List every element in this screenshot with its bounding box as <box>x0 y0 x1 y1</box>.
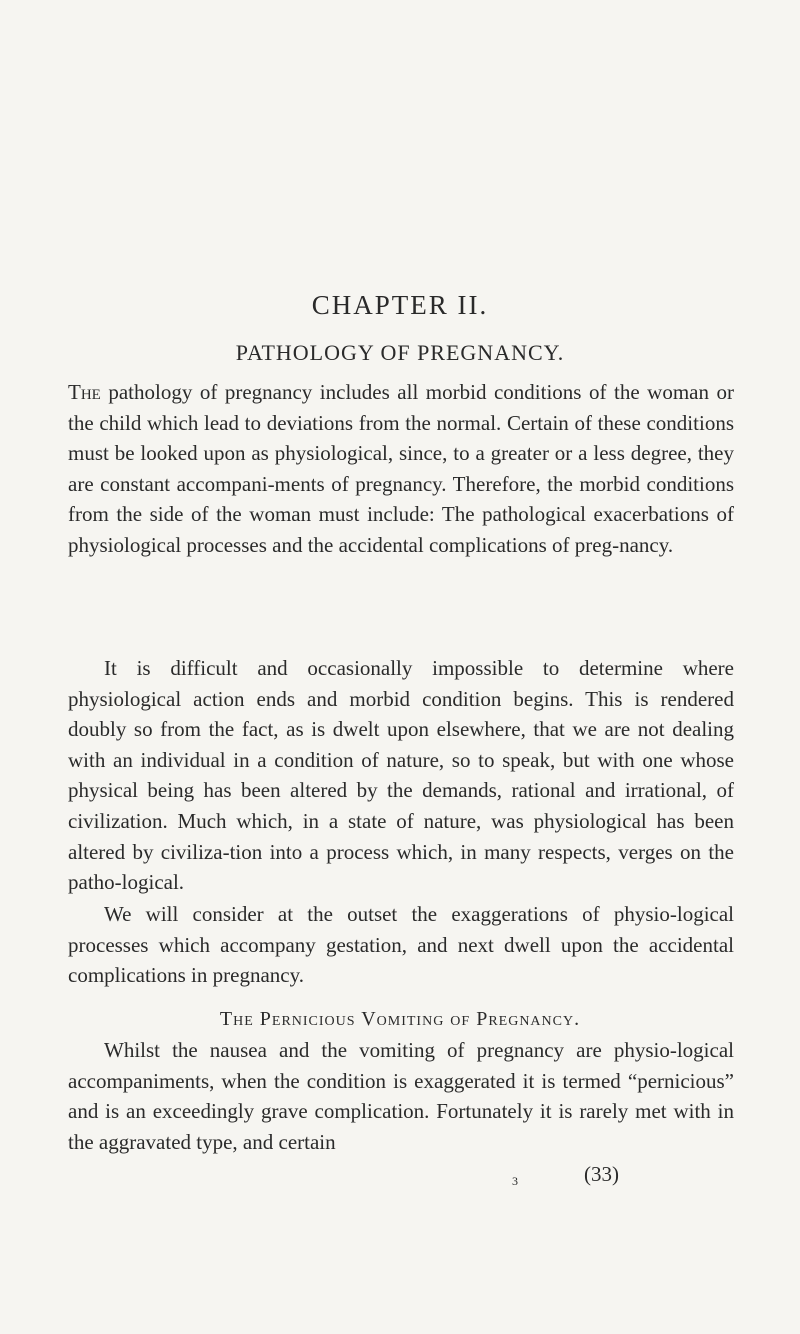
paragraph-outline: We will consider at the outset the exaggerations of physio-logical processes which accompany gestation, and next dwell upon the accidental complications in pregnancy. <box>68 902 734 988</box>
paragraph-intro-text: pathology of pregnancy includes all morbid conditions of the woman or the child which lead to deviations from the normal. Certain of these conditions must be looked upon as physiological, since, to a greater or a less degree, they are constant accompani-ments of pregnancy. Therefore, the morbid conditions from the side of the woman must include: The pathological exacerbations of physiological processes and the accidental complications of preg-nancy. <box>68 380 734 557</box>
signature-mark: 3 <box>512 1174 518 1188</box>
paragraph-intro <box>68 377 734 561</box>
paragraph-civilization: It is difficult and occasionally impossible to determine where physiological action ends and morbid condition begins. This is rendered doubly so from the fact, as is dwelt upon elsewhere, that we are not dealing with an individual in a condition of nature, so to speak, but with one whose physical being has been altered by the demands, rational and irrational, of civilization. Much which, in a state of nature, was physiological has been altered by civiliza-tion into a process which, in many respects, verges on the patho-logical. <box>68 656 734 895</box>
lead-word: The <box>68 380 101 404</box>
paragraph-pernicious-vomiting: Whilst the nausea and the vomiting of pregnancy are physio-logical accompaniments, when the condition is exaggerated it is termed “pernicious” and is an exceedingly grave complication. Fortunately it is rarely met with in the aggravated type, and certain <box>68 1038 734 1154</box>
page-number: (33) <box>584 1162 619 1186</box>
chapter-title: PATHOLOGY OF PREGNANCY. <box>235 340 565 365</box>
chapter-heading: CHAPTER II. <box>311 290 489 320</box>
section-heading: The Pernicious Vomiting of Pregnancy. <box>219 1008 581 1030</box>
